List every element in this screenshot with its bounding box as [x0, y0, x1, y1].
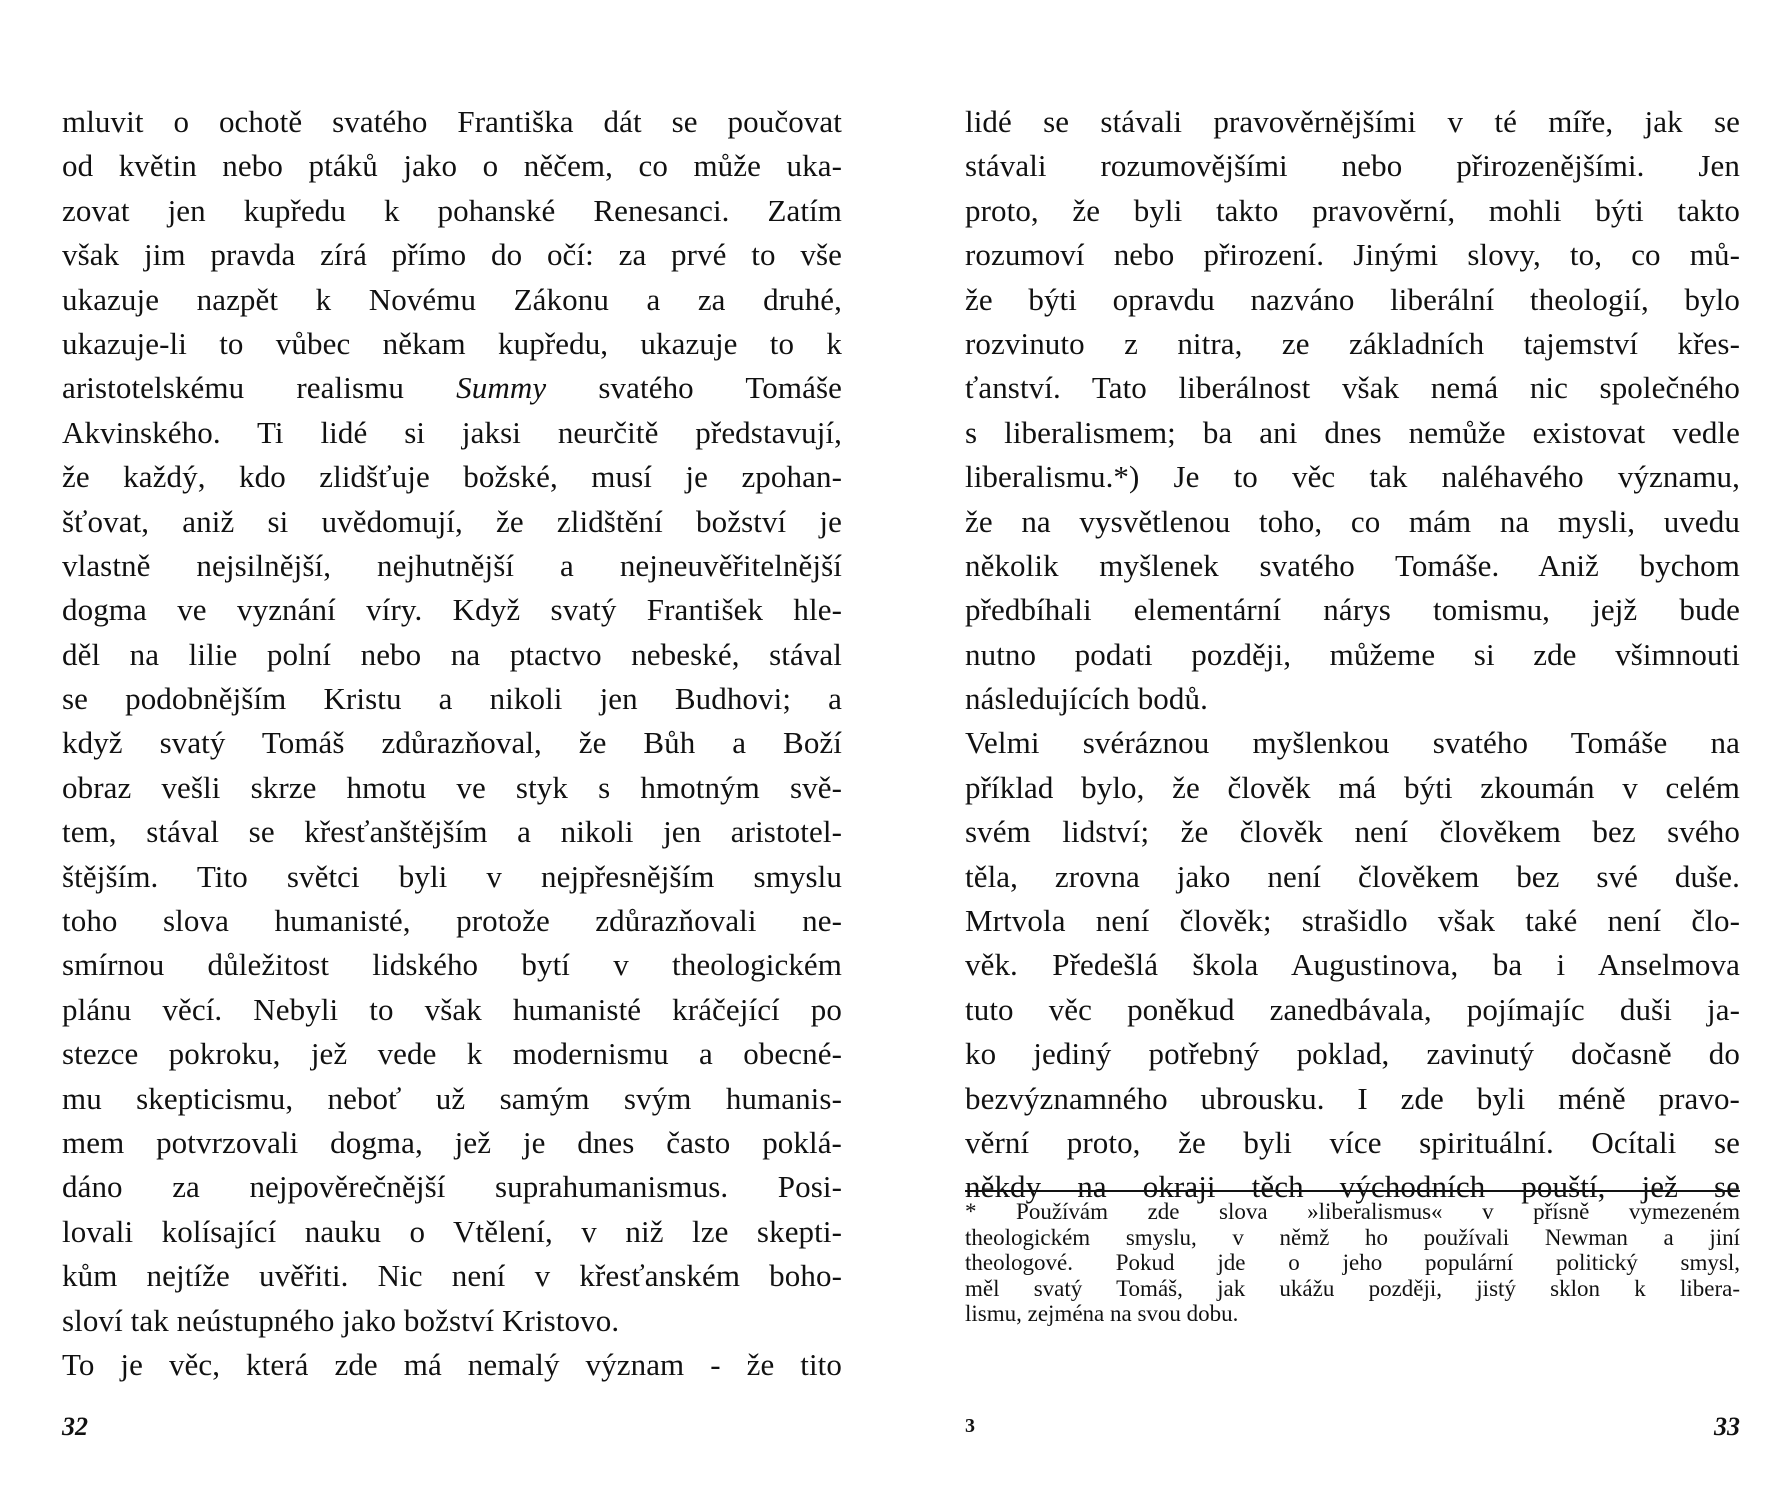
text-line: rozumoví nebo přirození. Jinými slovy, to, co mů- [965, 237, 1740, 273]
text-line: smírnou důležitost lidského bytí v theologickém [62, 947, 842, 983]
right-page-text [965, 100, 1740, 1210]
text-line: dogma ve vyznání víry. Když svatý František hle- [62, 592, 842, 628]
text-line: příklad bylo, že člověk má býti zkoumán v celém [965, 769, 1740, 805]
page-number-right: 33 [1714, 1412, 1740, 1441]
left-page-text [62, 100, 842, 1387]
footnote [965, 1199, 1740, 1327]
text-line: s liberalismem; ba ani dnes nemůže existovat vedle [965, 414, 1740, 450]
text-segment: svatého Tomáše [598, 370, 842, 406]
text-line: od květin nebo ptáků jako o něčem, co může uka- [62, 148, 842, 184]
text-line: několik myšlenek svatého Tomáše. Aniž bychom [965, 547, 1740, 583]
text-line: věrní proto, že byli více spirituální. Ocítali se [965, 1124, 1740, 1160]
text-line: rozvinuto z nitra, ze základních tajemství křes- [965, 325, 1740, 361]
text-line: Mrtvola není člověk; strašidlo však také není člo- [965, 903, 1740, 939]
text-line: mu skepticismu, neboť už samým svým humanis- [62, 1080, 842, 1116]
text-line: nutno podati později, můžeme si zde všimnouti [965, 636, 1740, 672]
text-line: tem, stával se křesťanštějším a nikoli jen aristotel- [62, 814, 842, 850]
text-line: věk. Předešlá škola Augustinova, ba i Anselmova [965, 947, 1740, 983]
text-line: lidé se stávali pravověrnějšími v té míře, jak se [965, 104, 1740, 139]
footnote-line: theologickém smyslu, v němž ho používali Newman a jiní [965, 1224, 1740, 1250]
text-line: děl na lilie polní nebo na ptactvo nebeské, stával [62, 636, 842, 672]
text-line: svém lidství; že člověk není člověkem bez svého [965, 814, 1740, 850]
text-line: ťanství. Tato liberálnost však nemá nic společného [965, 370, 1740, 406]
text-line: liberalismu.*) Je to věc tak naléhavého významu, [965, 459, 1740, 495]
text-line: tuto věc poněkud zanedbávala, pojímajíc duši ja- [965, 991, 1740, 1027]
text-segment: aristotelskému realismu [62, 370, 404, 406]
text-line: někdy na okraji těch východních pouští, jež se [965, 1169, 1740, 1205]
text-line: To je věc, která zde má nemalý význam - že tito [62, 1346, 842, 1382]
text-line: sloví tak neústupného jako božství Kristovo. [62, 1302, 620, 1338]
text-line: šťovat, aniž si uvědomují, že zlidštění božství je [62, 503, 842, 539]
footnote-line: lismu, zejména na svou dobu. [965, 1301, 1239, 1326]
text-line: Akvinského. Ti lidé si jaksi neurčitě představují, [62, 414, 842, 450]
text-line: že na vysvětlenou toho, co mám na mysli, uvedu [965, 503, 1740, 539]
footnote-divider [965, 1190, 1740, 1192]
right-page [893, 0, 1786, 1500]
text-line: obraz vešli skrze hmotu ve styk s hmotným svě- [62, 769, 842, 805]
footnote-line: měl svatý Tomáš, jak ukážu později, jistý sklon k libera- [965, 1275, 1740, 1301]
text-line: kům nejtíže uvěřiti. Nic není v křesťanském boho- [62, 1258, 842, 1294]
footnote-line: * Používám zde slova »liberalismus« v přísně vymezeném [965, 1199, 1740, 1224]
text-line: zovat jen kupředu k pohanské Renesanci. Zatím [62, 192, 842, 228]
text-line: stezce pokroku, jež vede k modernismu a obecné- [62, 1036, 842, 1072]
text-line: následujících bodů. [965, 681, 1208, 717]
text-line: štějším. Tito světci byli v nejpřesnějším smyslu [62, 858, 842, 894]
text-line: stávali rozumovějšími nebo přirozenějšími. Jen [965, 148, 1740, 184]
signature-mark: 3 [965, 1415, 975, 1437]
text-line: vlastně nejsilnější, nejhutnější a nejneuvěřitelnější [62, 547, 842, 583]
text-line: že býti opravdu nazváno liberální theologií, bylo [965, 281, 1740, 317]
text-line: plánu věcí. Nebyli to však humanisté kráčející po [62, 991, 842, 1027]
footnote-line: theologové. Pokud jde o jeho populární politický smysl, [965, 1250, 1740, 1275]
text-line: dáno za nejpověrečnější suprahumanismus. Posi- [62, 1169, 842, 1205]
text-line: ukazuje-li to vůbec někam kupředu, ukazuje to k [62, 325, 842, 361]
text-line: mem potvrzovali dogma, jež je dnes často poklá- [62, 1124, 842, 1160]
text-line: Velmi svéráznou myšlenkou svatého Tomáše na [965, 725, 1740, 761]
italic-title: Summy [456, 370, 547, 406]
text-line: ukazuje nazpět k Novému Zákonu a za druhé, [62, 281, 842, 317]
text-line: těla, zrovna jako není člověkem bez své duše. [965, 858, 1740, 894]
text-line: mluvit o ochotě svatého Františka dát se poučovat [62, 104, 842, 139]
text-line: však jim pravda zírá přímo do očí: za prvé to vše [62, 237, 842, 273]
text-line: lovali kolísající nauku o Vtělení, v niž lze skepti- [62, 1213, 842, 1249]
text-line [62, 366, 842, 410]
text-line: ko jediný potřebný poklad, zavinutý dočasně do [965, 1036, 1740, 1072]
text-line: bezvýznamného ubrousku. I zde byli méně pravo- [965, 1080, 1740, 1116]
page-number-left: 32 [62, 1412, 88, 1441]
text-line: že každý, kdo zlidšťuje božské, musí je zpohan- [62, 459, 842, 495]
text-line: proto, že byli takto pravověrní, mohli býti takto [965, 192, 1740, 228]
text-line: předbíhali elementární nárys tomismu, jejž bude [965, 592, 1740, 628]
text-line: když svatý Tomáš zdůrazňoval, že Bůh a Boží [62, 725, 842, 761]
text-line: toho slova humanisté, protože zdůrazňovali ne- [62, 903, 842, 939]
text-line: se podobnějším Kristu a nikoli jen Budhovi; a [62, 681, 842, 717]
